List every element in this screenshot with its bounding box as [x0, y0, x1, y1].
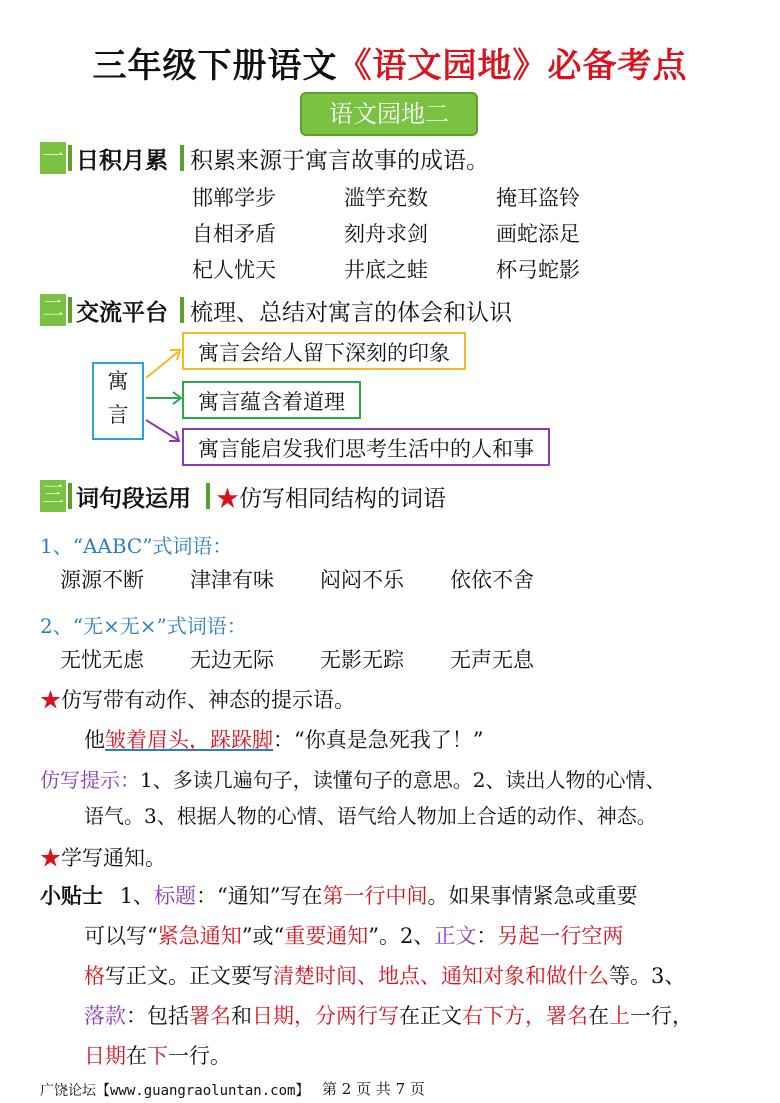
tips-text: 一行。	[168, 1044, 231, 1068]
tips-text: 可以写“	[84, 924, 158, 948]
idiom: 杯弓蛇影	[496, 258, 580, 282]
idiom: 画蛇添足	[496, 222, 580, 246]
hint-line-2: 语气。3、根据人物的心情、语气给人物加上合适的动作、神态。	[84, 804, 657, 828]
tips-text: ：	[476, 924, 498, 948]
word: 津津有味	[190, 568, 274, 592]
section-one-bar-2	[180, 145, 184, 171]
subtitle-badge: 语文园地二	[300, 92, 478, 136]
section-two-bar-2	[180, 297, 184, 323]
tips-text: ：包括	[126, 1004, 189, 1028]
tips-text: 写正文。正文要写	[105, 964, 273, 988]
hint-text-1: 1、多读几遍句子，读懂句子的意思。2、读出人物的心情、	[140, 768, 666, 792]
tips-text: 1、	[119, 884, 155, 908]
prompt-heading	[40, 684, 355, 714]
aabc-label: 1、“AABC”式词语：	[40, 534, 233, 558]
fable-center-char: 言	[107, 403, 129, 427]
tips-text: 一行，	[630, 1004, 693, 1028]
tips-key: 下	[147, 1044, 168, 1068]
prompt-title: 仿写带有动作、神态的提示语。	[61, 688, 355, 712]
idiom: 邯郸学步	[192, 186, 276, 210]
word: 源源不断	[60, 568, 144, 592]
footer-page: 第 2 页 共 7 页	[322, 1080, 425, 1098]
title-tail: 必备考点	[547, 46, 688, 86]
example-sentence	[84, 724, 483, 754]
idiom: 掩耳盗铃	[496, 186, 580, 210]
tips-key: 右下方	[462, 1004, 525, 1028]
tips-key: 日期	[84, 1044, 126, 1068]
footer-site: 广饶论坛【www.guangraoluntan.com】	[40, 1083, 310, 1099]
section-two-desc: 梳理、总结对寓言的体会和认识	[190, 300, 512, 326]
tips-key: 署名	[189, 1004, 231, 1028]
word: 无忧无虑	[60, 648, 144, 672]
tips-term: 标题	[154, 884, 197, 908]
tips-key: 署名	[546, 1004, 588, 1028]
fable-center-char: 寓	[107, 369, 129, 393]
section-one-desc: 积累来源于寓言故事的成语。	[190, 148, 489, 174]
tips-text: 在	[588, 1004, 609, 1028]
tips-text: 在正文	[399, 1004, 462, 1028]
section-one-bar	[68, 145, 72, 171]
title-main: 三年级下册语文	[92, 46, 338, 86]
branch-box-2: 寓言蕴含着道理	[182, 381, 361, 419]
section-three-bar-2	[206, 483, 210, 509]
section-one-name: 日积月累	[76, 148, 168, 174]
tips-key: 紧急通知	[157, 924, 242, 948]
section-three-desc	[216, 480, 446, 513]
tips-text: 和	[231, 1004, 252, 1028]
section-one-number: 一	[40, 142, 66, 174]
tips-term: 落款	[84, 1004, 126, 1028]
section-two-name: 交流平台	[76, 300, 168, 326]
example-action: 皱着眉头，跺跺脚	[105, 728, 273, 752]
word: 无声无息	[450, 648, 534, 672]
star-icon: ★	[216, 486, 239, 512]
section-three-name: 词句段运用	[76, 486, 191, 512]
hint-label: 仿写提示：	[40, 768, 140, 792]
example-post: ：“你真是急死我了！”	[273, 728, 484, 752]
tips-text: 。如果事情紧急或重要	[427, 884, 638, 908]
word: 依依不舍	[450, 568, 534, 592]
idiom: 井底之蛙	[344, 258, 428, 282]
tips-line-1	[40, 880, 638, 910]
branch-box-1: 寓言会给人留下深刻的印象	[182, 332, 466, 370]
star-icon: ★	[40, 688, 61, 712]
tips-key: 上	[609, 1004, 630, 1028]
tips-key: ，	[525, 1004, 546, 1028]
tips-key: 第一行中间	[322, 884, 428, 908]
idiom: 杞人忧天	[192, 258, 276, 282]
notice-heading	[40, 842, 166, 872]
hint-line-1	[40, 764, 665, 793]
tips-text: 在	[126, 1044, 147, 1068]
branch-box-3: 寓言能启发我们思考生活中的人和事	[182, 428, 550, 466]
page-title	[0, 38, 780, 87]
tips-key: ，	[294, 1004, 315, 1028]
notice-title: 学写通知。	[61, 846, 166, 870]
tips-text: ”。2、	[368, 924, 435, 948]
arrow-3	[146, 420, 178, 440]
word: 无边无际	[190, 648, 274, 672]
tips-key: 日期	[252, 1004, 294, 1028]
title-highlight: 《语文园地》	[337, 46, 548, 86]
idiom: 自相矛盾	[192, 222, 276, 246]
tips-text: ”或“	[241, 924, 285, 948]
tips-term: 正文	[434, 924, 477, 948]
tips-key: 清楚时间、地点、通知对象和做什么	[273, 964, 609, 988]
word: 闷闷不乐	[320, 568, 404, 592]
wu-label: 2、“无×无×”式词语：	[40, 614, 247, 638]
example-pre: 他	[84, 728, 105, 752]
tips-text: ：“通知”写在	[196, 884, 323, 908]
section-two-bar	[68, 297, 72, 323]
tips-label: 小贴士	[40, 884, 103, 908]
tips-line-4	[84, 1000, 693, 1030]
tips-text: 等。3、	[609, 964, 686, 988]
section-three-bar	[68, 483, 72, 509]
star-icon: ★	[40, 846, 61, 870]
idiom: 刻舟求剑	[344, 222, 428, 246]
tips-key: 格	[84, 964, 105, 988]
section-two-number: 二	[40, 294, 66, 326]
tips-line-5	[84, 1040, 231, 1070]
fable-center-box	[92, 362, 144, 440]
tips-line-2	[84, 920, 623, 950]
tips-key: 另起一行空两	[497, 924, 624, 948]
idiom: 滥竽充数	[344, 186, 428, 210]
tips-line-3	[84, 960, 685, 990]
word: 无影无踪	[320, 648, 404, 672]
tips-key: 分两行写	[315, 1004, 399, 1028]
section-three-desc-text: 仿写相同结构的词语	[239, 486, 446, 512]
section-three-number: 三	[40, 480, 66, 512]
arrow-1	[146, 352, 178, 378]
tips-key: 重要通知	[284, 924, 369, 948]
